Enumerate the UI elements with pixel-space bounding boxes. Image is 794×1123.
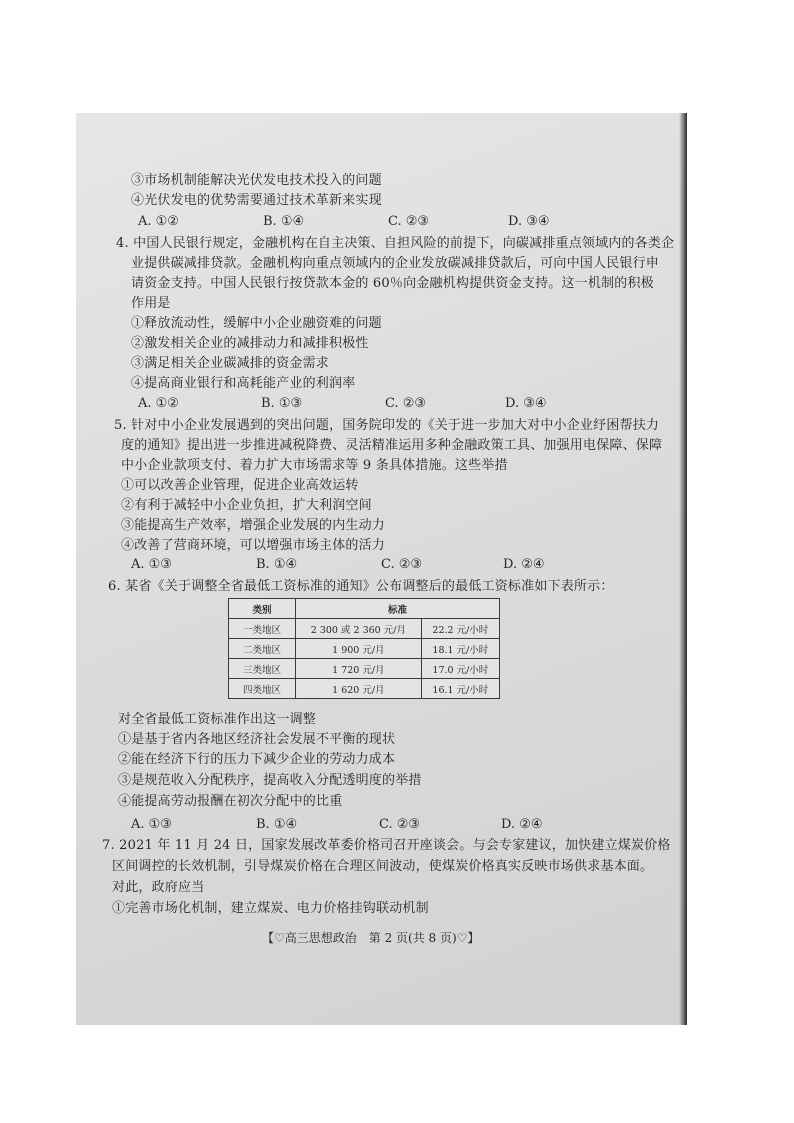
q6-item-4: ④能提高劳动报酬在初次分配中的比重	[118, 794, 343, 809]
table-cell-monthly: 1 900 元/月	[296, 639, 422, 659]
table-cell-category: 一类地区	[229, 619, 296, 639]
q4-options	[138, 396, 658, 412]
table-row	[229, 619, 500, 639]
q6-option-a: A. ①③	[131, 817, 172, 832]
q5-item-2: ②有利于减轻中小企业负担，扩大利润空间	[121, 498, 372, 513]
table-cell-hourly: 18.1 元/小时	[421, 639, 499, 659]
table-row	[229, 659, 500, 679]
q4-option-a: A. ①②	[138, 396, 179, 411]
page-footer: 【♡高三思想政治 第 2 页(共 8 页)♡】	[262, 931, 480, 945]
q3-item-3: ③市场机制能解决光伏发电技术投入的问题	[131, 173, 382, 188]
q6-option-d: D. ②④	[501, 817, 543, 832]
q4-stem-line-1: 4. 中国人民银行规定，金融机构在自主决策、自担风险的前提下，向碳减排重点领域内的各类企	[116, 236, 675, 251]
q4-stem-line-4: 作用是	[131, 296, 171, 311]
table-header-standard: 标准	[296, 599, 500, 619]
q7-stem-line-2: 区间调控的长效机制，引导煤炭价格在合理区间波动，使煤炭价格真实反映市场供求基本面。	[112, 859, 654, 874]
q4-option-c: C. ②③	[385, 396, 427, 411]
q4-item-3: ③满足相关企业碳减排的资金需求	[131, 356, 330, 371]
q4-option-d: D. ③④	[505, 396, 547, 411]
photographed-page	[76, 113, 687, 1025]
q5-item-3: ③能提高生产效率，增强企业发展的内生动力	[121, 518, 386, 533]
q7-stem-line-1: 7. 2021 年 11 月 24 日，国家发展改革委价格司召开座谈会。与会专家建议，加快建立煤炭价格	[102, 838, 671, 853]
table-cell-category: 三类地区	[229, 659, 296, 679]
q5-stem-line-3: 中小企业款项支付、着力扩大市场需求等 9 条具体措施。这些举措	[121, 458, 508, 473]
minimum-wage-table	[228, 598, 500, 699]
q6-options	[131, 817, 651, 833]
table-cell-category: 二类地区	[229, 639, 296, 659]
q3-option-a: A. ①②	[138, 214, 179, 229]
q4-item-1: ①释放流动性，缓解中小企业融资难的问题	[131, 316, 382, 331]
table-header-category: 类别	[229, 599, 296, 619]
q6-item-2: ②能在经济下行的压力下减少企业的劳动力成本	[118, 752, 396, 767]
q6-item-3: ③是规范收入分配秩序，提高收入分配透明度的举措	[118, 773, 422, 788]
q7-item-1: ①完善市场化机制，建立煤炭、电力价格挂钩联动机制	[112, 901, 429, 916]
q5-option-b: B. ①④	[256, 557, 298, 572]
table-row	[229, 639, 500, 659]
q5-option-a: A. ①③	[131, 557, 172, 572]
table-row	[229, 679, 500, 699]
table-cell-monthly: 1 720 元/月	[296, 659, 422, 679]
q5-item-1: ①可以改善企业管理，促进企业高效运转	[121, 478, 359, 493]
table-header-row	[229, 599, 500, 619]
q3-item-4: ④光伏发电的优势需要通过技术革新来实现	[131, 193, 382, 208]
table-cell-hourly: 17.0 元/小时	[421, 659, 499, 679]
q3-option-d: D. ③④	[508, 214, 550, 229]
q4-option-b: B. ①③	[261, 396, 303, 411]
table-cell-monthly: 2 300 或 2 360 元/月	[296, 619, 422, 639]
q4-stem-line-2: 业提供碳减排贷款。金融机构向重点领域内的企业发放碳减排贷款后，可向中国人民银行申	[131, 256, 660, 271]
q5-stem-line-1: 5. 针对中小企业发展遇到的突出问题，国务院印发的《关于进一步加大对中小企业纾困帮扶力	[114, 418, 660, 433]
q4-stem-line-3: 请资金支持。中国人民银行按贷款本金的 60％向金融机构提供资金支持。这一机制的积极	[131, 276, 654, 291]
q6-option-c: C. ②③	[379, 817, 421, 832]
q4-item-2: ②激发相关企业的减排动力和减排积极性	[131, 336, 369, 351]
q4-item-4: ④提高商业银行和高耗能产业的利润率	[131, 376, 356, 391]
table-cell-category: 四类地区	[229, 679, 296, 699]
table-cell-monthly: 1 620 元/月	[296, 679, 422, 699]
q3-option-b: B. ①④	[263, 214, 305, 229]
q3-options	[138, 214, 658, 230]
table-cell-hourly: 22.2 元/小时	[421, 619, 499, 639]
q5-stem-line-2: 度的通知》提出进一步推进减税降费、灵活精准运用多种金融政策工具、加强用电保障、保障	[121, 438, 663, 453]
q5-options	[131, 557, 651, 573]
q5-option-d: D. ②④	[503, 557, 545, 572]
q6-item-1: ①是基于省内各地区经济社会发展不平衡的现状	[118, 732, 396, 747]
q6-after-table: 对全省最低工资标准作出这一调整	[118, 712, 317, 727]
q5-option-c: C. ②③	[381, 557, 423, 572]
q7-stem-line-3: 对此，政府应当	[112, 880, 205, 895]
q3-option-c: C. ②③	[388, 214, 430, 229]
q6-option-b: B. ①④	[256, 817, 298, 832]
q5-item-4: ④改善了营商环境，可以增强市场主体的活力	[121, 538, 386, 553]
q6-stem: 6. 某省《关于调整全省最低工资标准的通知》公布调整后的最低工资标准如下表所示：	[108, 579, 614, 594]
table-cell-hourly: 16.1 元/小时	[421, 679, 499, 699]
photo-shadow-edge	[679, 113, 687, 1025]
